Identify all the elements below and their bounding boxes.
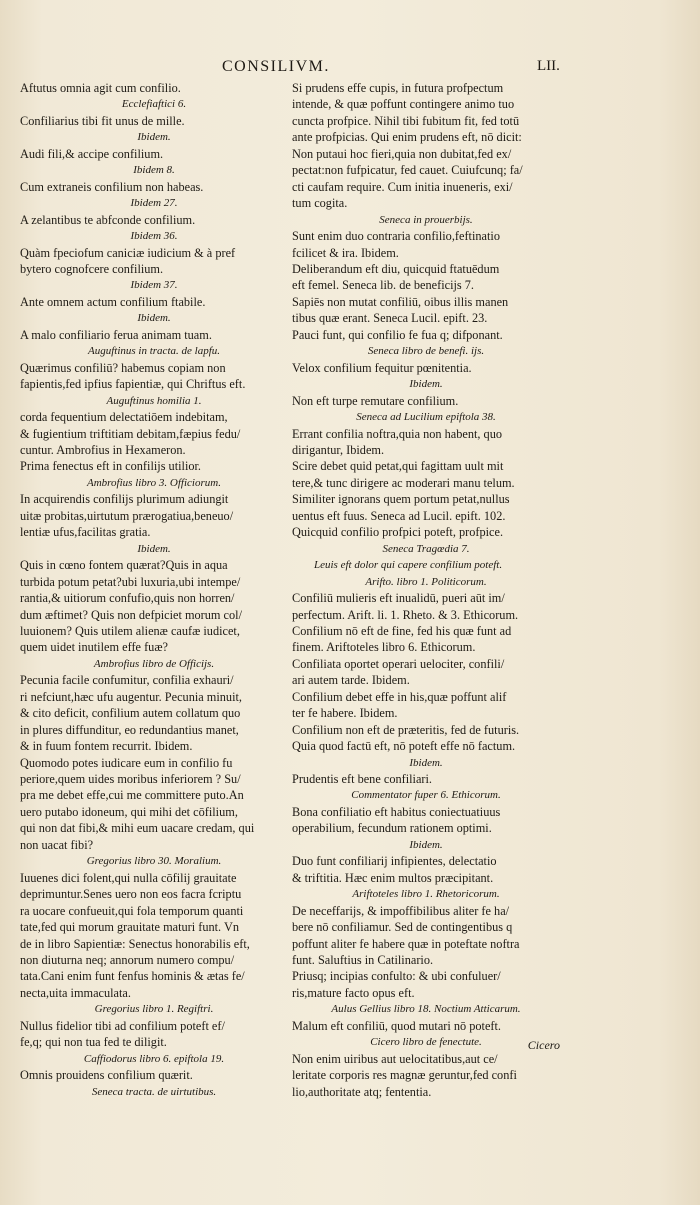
text-line: Confiliū mulieris eft inualidū, pueri aūt im/ <box>292 591 505 606</box>
text-line: A zelantibus te abfconde confilium. <box>20 212 196 227</box>
text-line: tata.Cani enim funt fenfus hominis & ætas fe/ <box>20 969 245 984</box>
text-line: tate,fed qui morum grauitate maturi funt. Vn <box>20 920 240 935</box>
text-line: ari autem tarde. Ibidem. <box>292 673 410 688</box>
text-line: turbida potum petat?ubi luxuria,ubi intempe/ <box>20 574 241 589</box>
text-line: non uacat fibi? <box>20 837 94 852</box>
text-line: Si prudens effe cupis, in futura profpectum <box>292 81 504 95</box>
text-line: Duo funt confiliarij infipientes, delectatio <box>292 854 497 869</box>
catchword: Cicero <box>527 1038 560 1052</box>
text-line: Non putaui hoc fieri,quia non dubitat,fed ex/ <box>292 146 512 161</box>
text-line: qui non dat fibi,& mihi eum uacare credam, qui <box>20 821 255 836</box>
source-citation: Ibidem. <box>137 542 171 555</box>
text-line: cuntur. Ambrofius in Hexameron. <box>20 442 186 457</box>
text-line: ante profpicias. Qui enim prudens eft, nō dicit: <box>292 130 522 145</box>
text-line: Confilium debet effe in his,quæ poffunt alif <box>292 689 507 704</box>
text-line: tere,& tunc dirigere ac moderari manu telum. <box>292 475 515 490</box>
text-line: Scire debet quid petat,qui fagittam uult mit <box>292 459 504 474</box>
text-line: Audi fili,& accipe confilium. <box>20 146 164 161</box>
text-line: Non enim uiribus aut uelocitatibus,aut ce/ <box>292 1051 498 1066</box>
text-line: rantia,& uitiorum confufio,quis non horren/ <box>20 591 235 606</box>
text-line: fapientis,fed ipfius fapientiæ, qui Chriftus eft. <box>20 377 246 392</box>
text-line: cti caufam require. Cum initia inueneris, exi/ <box>292 179 513 194</box>
text-line: Deliberandum eft diu, quicquid ftatuēdum <box>292 261 500 276</box>
source-citation: Ambrofius libro 3. Officiorum. <box>87 476 221 489</box>
text-line: Priusq; incipias confulto: & ubi confuluer/ <box>292 969 501 984</box>
source-citation: Ariftoteles libro 1. Rhetoricorum. <box>352 888 500 901</box>
text-line: & in fuum fontem recurrit. Ibidem. <box>20 739 193 754</box>
source-citation: Caffiodorus libro 6. epiftola 19. <box>83 1052 225 1065</box>
text-line: Cum extraneis confilium non habeas. <box>20 179 204 194</box>
text-line: Bona confiliatio eft habitus coniectuatiuus <box>292 804 501 819</box>
source-citation: Cicero libro de fenectute. <box>370 1036 482 1049</box>
text-line: lentiæ ufus,facilitas gratia. <box>20 525 151 540</box>
text-line: deprimuntur.Senes uero non eos facra fcriptu <box>20 887 242 902</box>
text-line: Velox confilium fequitur pœnitentia. <box>292 360 472 375</box>
text-line: corda fequentium delectatiōem indebitam, <box>20 410 228 425</box>
source-citation: Leuis eft dolor qui capere confilium poteft. <box>314 559 503 572</box>
text-line: lio,authoritate atq; fententia. <box>292 1084 432 1099</box>
source-citation: Ibidem 8. <box>133 164 175 177</box>
text-line: ra uocare confueuit,qui fola temporum quanti <box>20 903 244 918</box>
text-line: dum æftimet? Quis non defpiciet morum col/ <box>20 607 242 622</box>
source-citation: Ibidem 27. <box>130 197 178 210</box>
text-line: Sapiēs non mutat confiliū, oibus illis manen <box>292 294 509 309</box>
source-citation: Ecclefiaftici 6. <box>121 98 187 111</box>
text-line: & cito deficit, confilium autem collatum quo <box>20 706 241 721</box>
text-line: Pecunia facile confumitur, confilia exhauri/ <box>20 673 234 688</box>
source-citation: Ibidem 37. <box>130 279 178 292</box>
source-citation: Ambrofius libro de Officijs. <box>93 657 215 670</box>
text-line: Omnis prouidens confilium quærit. <box>20 1068 193 1083</box>
source-citation: Seneca ad Lucilium epiftola 38. <box>356 411 496 424</box>
text-line: ri nefciunt,hæc ufu augentur. Pecunia minuit, <box>20 689 242 704</box>
text-line: uero putabo idoneum, qui mihi det cōfilium, <box>20 804 238 819</box>
source-citation: Seneca Tragœdia 7. <box>382 542 470 555</box>
text-line: tibus quæ erant. Seneca Lucil. epift. 23. <box>292 311 488 326</box>
source-citation: Seneca in prouerbijs. <box>379 213 473 226</box>
text-line: Similiter ignorans quem portum petat,nullus <box>292 492 510 507</box>
text-line: & triftitia. Hæc enim multos præcipitant. <box>292 870 494 885</box>
text-line: bytero cognofcere confilium. <box>20 261 164 276</box>
text-line: De neceffarijs, & impoffibilibus aliter fe ha/ <box>292 903 510 918</box>
text-line: Non eft turpe remutare confilium. <box>292 393 459 408</box>
text-line: Confilium nō eft de fine, fed his quæ funt ad <box>292 623 512 638</box>
text-line: Iuuenes dici folent,qui nulla cōfilij grauitate <box>20 870 237 885</box>
text-line: pectat:non fufpicatur, fed cauet. Cuiufcunq; fa/ <box>292 163 523 178</box>
source-citation: Ibidem. <box>137 131 171 144</box>
text-line: Nullus fidelior tibi ad confilium poteft ef/ <box>20 1018 225 1033</box>
source-citation: Ibidem. <box>409 756 443 769</box>
text-line: fe,q; qui non tua fed te diligit. <box>20 1035 167 1050</box>
text-line: uentus eft fuus. Seneca ad Lucil. epift. 102. <box>292 508 506 523</box>
text-line: bere nō confiliamur. Sed de contingentibus q <box>292 920 513 935</box>
text-line: pra me debet effe,cui me committere puto.An <box>20 788 244 803</box>
text-line: Errant confilia noftra,quia non habent, quo <box>292 426 503 441</box>
text-line: Confiliata oportet operari uelociter, confili/ <box>292 656 505 671</box>
text-line: ris,mature facto opus eft. <box>292 985 415 1000</box>
source-citation: Arifto. libro 1. Politicorum. <box>365 575 487 588</box>
text-line: Quicquid confilio profpici poteft, profpice. <box>292 525 504 540</box>
text-line: necta,uita immaculata. <box>20 985 131 1000</box>
text-line: fcilicet & ira. Ibidem. <box>292 245 399 260</box>
text-line: perfectum. Arift. li. 1. Rheto. & 3. Ethicorum. <box>292 607 519 622</box>
text-line: cuncta profpice. Nihil tibi fubitum fit, fed totū <box>292 113 520 128</box>
text-line: Ante omnem actum confilium ftabile. <box>20 294 206 309</box>
text-line: Quàm fpeciofum caniciæ iudicium & à pref <box>20 245 236 260</box>
text-line: In acquirendis confilijs plurimum adiungit <box>20 492 229 507</box>
source-citation: Ibidem 36. <box>130 230 178 243</box>
text-line: operabilium, fecundum rationem optimi. <box>292 821 492 836</box>
source-citation: Commentator fuper 6. Ethicorum. <box>351 789 501 802</box>
text-line: eft femel. Seneca lib. de beneficijs 7. <box>292 278 474 293</box>
text-line: Aftutus omnia agit cum confilio. <box>20 81 181 95</box>
source-citation: Gregorius libro 1. Regiftri. <box>94 1003 214 1016</box>
text-line: Confilium non eft de præteritis, fed de futuris. <box>292 722 520 737</box>
text-line: Malum eft confiliū, quod mutari nō poteft. <box>292 1018 502 1033</box>
running-title: CONSILIVM. <box>222 58 330 75</box>
page-number: LII. <box>537 58 560 74</box>
text-line: intende, & quæ poffunt contingere animo tuo <box>292 97 515 112</box>
text-line: uitæ probitas,uirtutum prærogatiua,beneuo/ <box>20 508 234 523</box>
source-citation: Auguftinus in tracta. de lapfu. <box>88 345 220 358</box>
source-citation: Gregorius libro 30. Moralium. <box>86 855 222 868</box>
text-line: in plures diffunditur, eo redundantius manet, <box>20 722 239 737</box>
text-line: Sunt enim duo contraria confilio,feftinatio <box>292 229 500 244</box>
text-line: Quia quod factū eft, nō poteft effe nō factum. <box>292 739 516 754</box>
text-line: Quærimus confiliū? habemus copiam non <box>20 360 226 375</box>
source-citation: Seneca tracta. de uirtutibus. <box>91 1085 217 1098</box>
text-line: Confiliarius tibi fit unus de mille. <box>20 113 185 128</box>
source-citation: Ibidem. <box>409 378 443 391</box>
source-citation: Ibidem. <box>409 838 443 851</box>
source-citation: Auguftinus homilia 1. <box>106 394 202 407</box>
text-line: luuionem? Quis utilem alienæ caufæ iudicet, <box>20 623 240 638</box>
text-line: ter fe habere. Ibidem. <box>292 706 398 721</box>
left-column <box>20 80 288 1100</box>
right-column <box>292 80 560 1100</box>
source-citation: Ibidem. <box>137 312 171 325</box>
text-line: Quomodo potes iudicare eum in confilio fu <box>20 755 233 770</box>
source-citation: Seneca libro de benefi. ijs. <box>367 345 485 358</box>
text-line: Prudentis eft bene confiliari. <box>292 772 433 787</box>
text-line: periore,quem uides moribus inferiorem ? Su/ <box>20 772 241 787</box>
text-line: Quis in cœno fontem quærat?Quis in aqua <box>20 558 228 573</box>
text-line: quem uidet inutilem effe fuæ? <box>20 640 168 655</box>
text-line: & fugientium triftitiam debitam,fæpius fedu/ <box>20 426 241 441</box>
text-line: tum cogita. <box>292 196 348 211</box>
text-line: de in libro Sapientiæ: Senectus honorabilis eft, <box>20 936 250 951</box>
source-citation: Aulus Gellius libro 18. Noctium Atticarum. <box>331 1003 521 1016</box>
text-line: finem. Ariftoteles libro 6. Ethicorum. <box>292 640 476 655</box>
text-line: non diuturna neq; annorum numero compu/ <box>20 953 235 968</box>
text-line: leritate corporis res magnæ geruntur,fed confi <box>292 1068 517 1083</box>
text-line: Prima fenectus eft in confilijs utilior. <box>20 459 202 474</box>
text-line: Pauci funt, qui confilio fe fua q; difponant. <box>292 327 503 342</box>
text-line: funt. Saluftius in Catilinario. <box>292 953 434 968</box>
text-line: poffunt aliter fe habere quæ in poteftate noftra <box>292 936 520 951</box>
text-line: A malo confiliario ferua animam tuam. <box>20 327 212 342</box>
text-line: dirigantur, Ibidem. <box>292 442 385 457</box>
page-header <box>0 58 700 78</box>
